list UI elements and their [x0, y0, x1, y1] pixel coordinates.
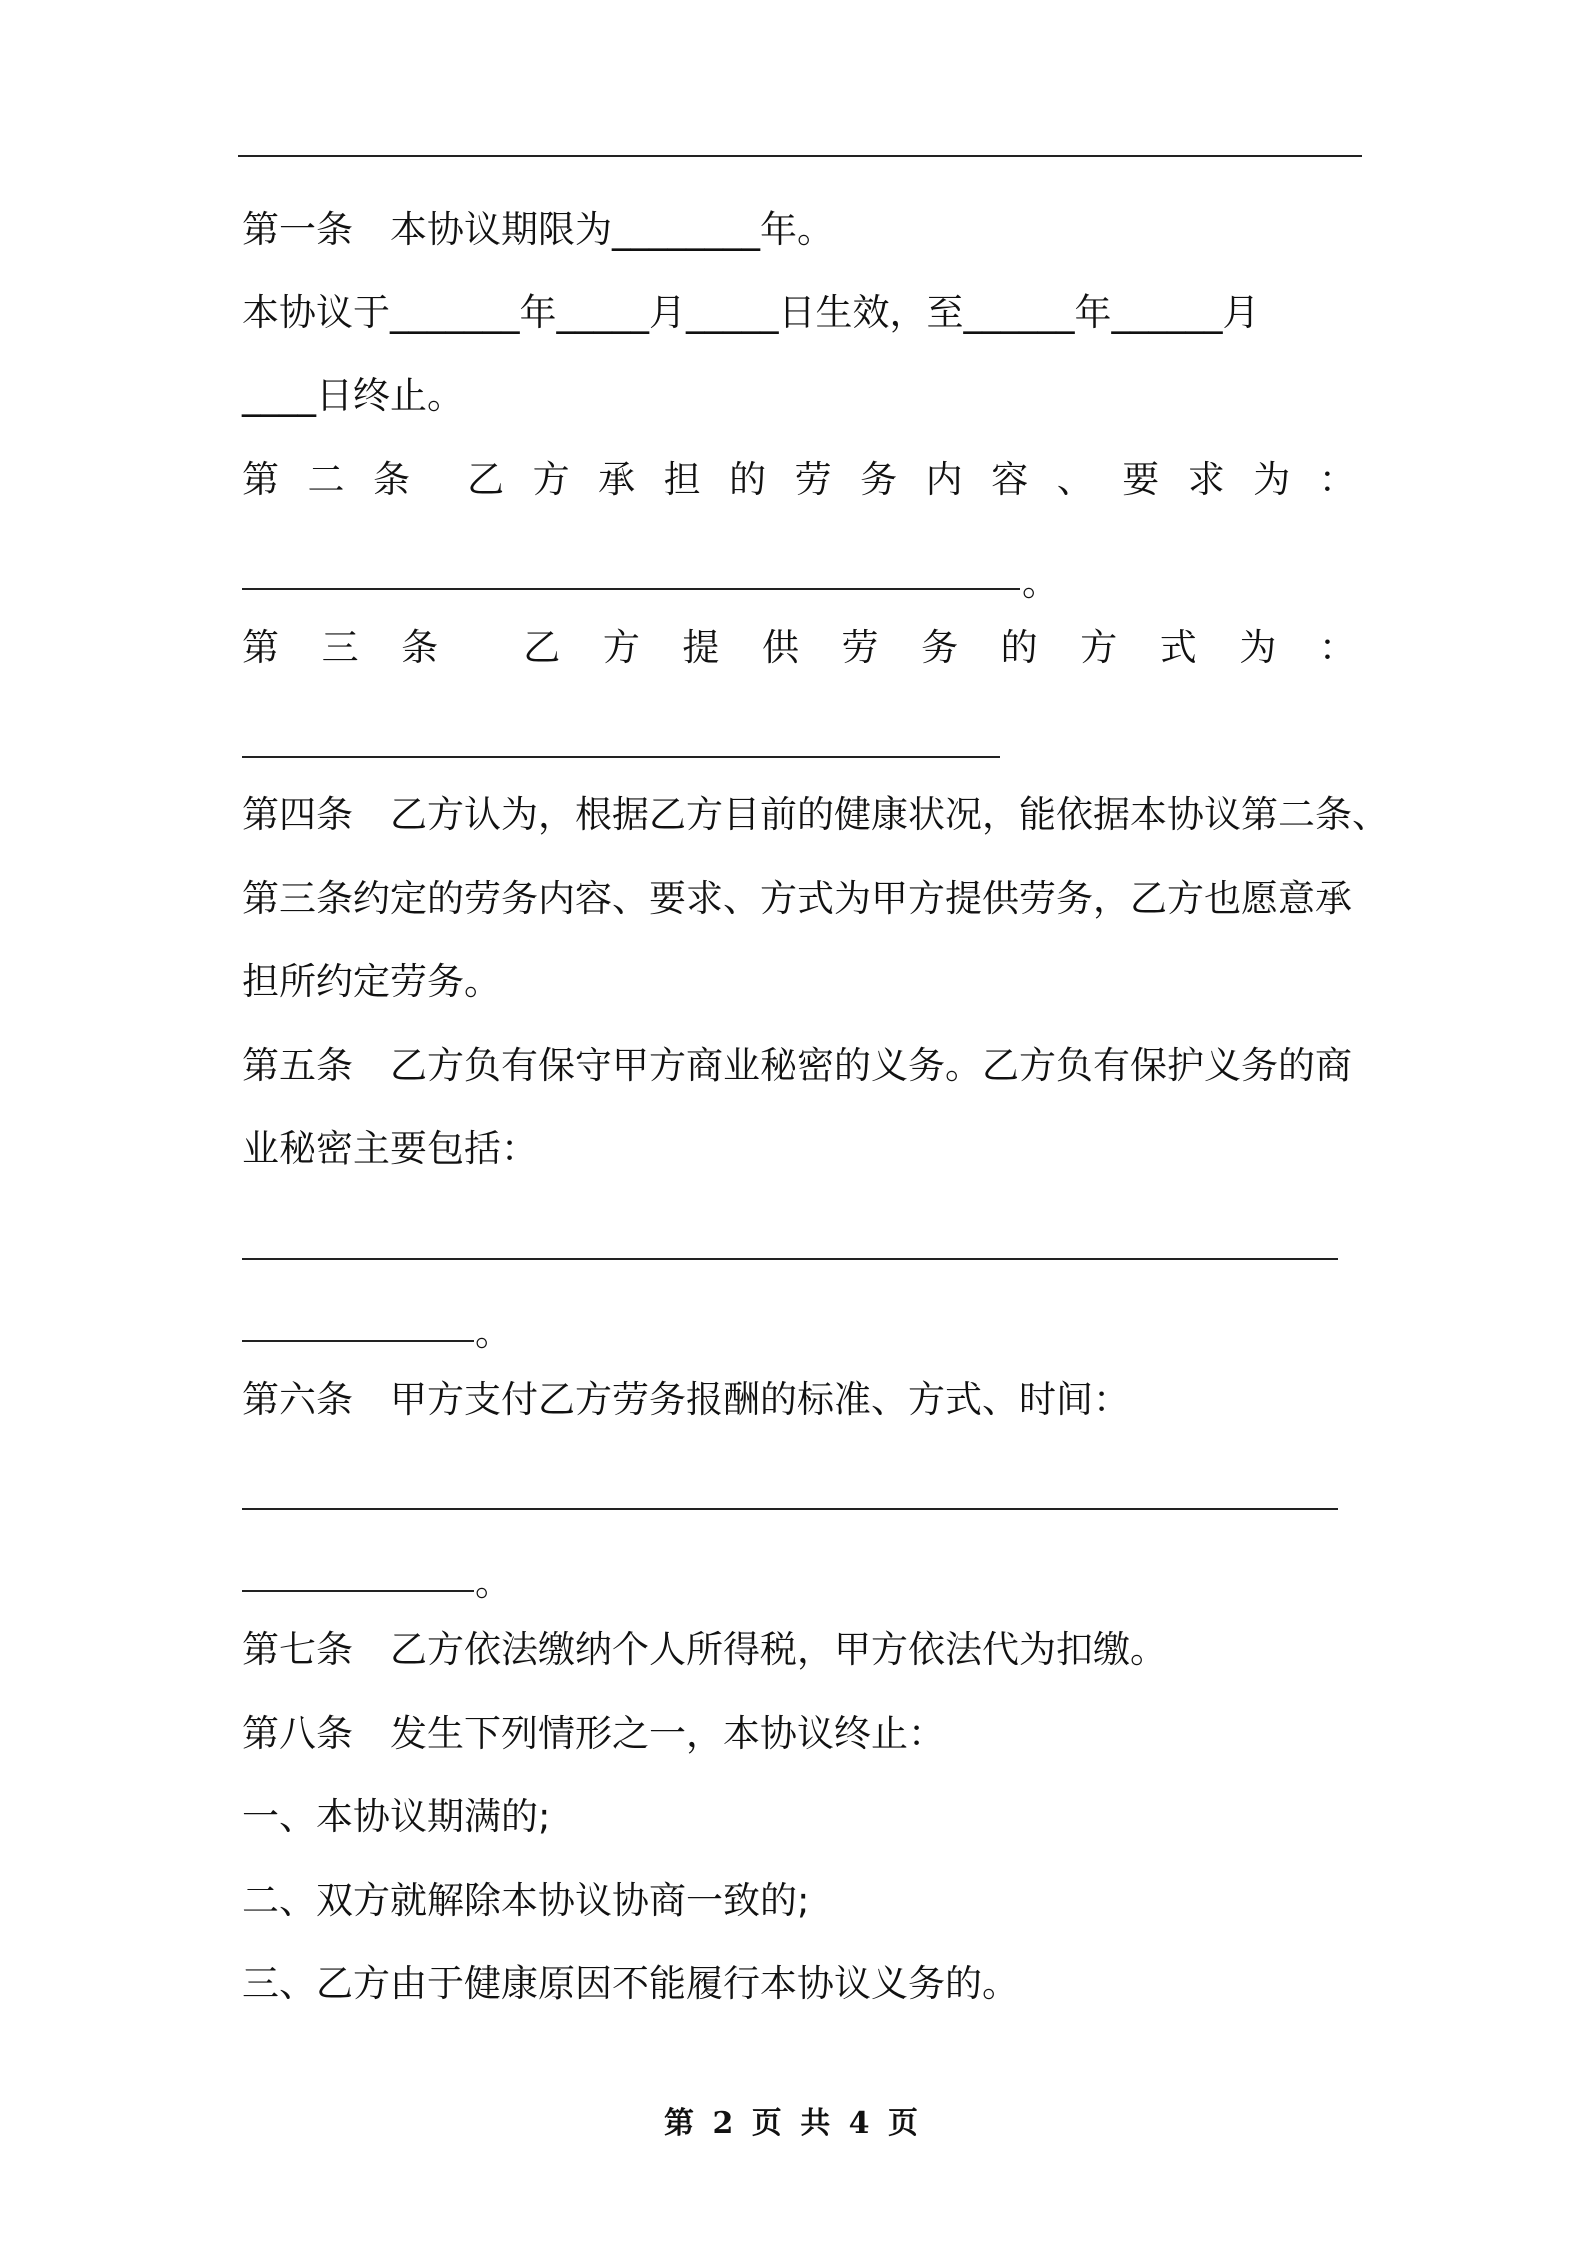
- article-3-char: 劳: [841, 626, 879, 669]
- article-2-char: ：: [1318, 458, 1356, 501]
- article-3-char: 三: [321, 626, 359, 669]
- page-number-footer: 第 2 页 共 4 页: [664, 2106, 922, 2141]
- article-2-char: 要: [1122, 458, 1160, 501]
- article-5-line-1: 第五条 乙方负有保守甲方商业秘密的义务。乙方负有保护义务的商: [242, 1044, 1352, 1087]
- article-1-line: 第一条 本协议期限为________年。: [242, 208, 834, 251]
- article-2-char: 容: [991, 458, 1029, 501]
- article-8-line: 第八条 发生下列情形之一，本协议终止：: [242, 1712, 945, 1755]
- termination-item-3: 三、乙方由于健康原因不能履行本协议义务的。: [242, 1962, 1019, 2005]
- article-2-char: 内: [925, 458, 963, 501]
- article-2-char: 方: [532, 458, 570, 501]
- article-2-char: 乙: [467, 458, 505, 501]
- article-2-char: 为: [1253, 458, 1291, 501]
- article-4-line-2: 第三条约定的劳务内容、要求、方式为甲方提供劳务，乙方也愿意承: [242, 877, 1352, 920]
- article-7-line: 第七条 乙方依法缴纳个人所得税，甲方依法代为扣缴。: [242, 1628, 1167, 1671]
- article-3-heading: [242, 623, 1356, 673]
- termination-item-2: 二、双方就解除本协议协商一致的;: [242, 1879, 810, 1922]
- article-2-char: 劳: [794, 458, 832, 501]
- termination-item-1: 一、本协议期满的;: [242, 1795, 551, 1838]
- article-6-blank-2: [242, 1590, 474, 1592]
- article-2-char: 条: [373, 458, 411, 501]
- article-2-period: 。: [1022, 561, 1059, 604]
- article-3-char: 条: [401, 626, 439, 669]
- article-3-blank: [242, 756, 1000, 758]
- article-1-end-line: ____日终止。: [242, 374, 464, 417]
- article-4-line-1: 第四条 乙方认为，根据乙方目前的健康状况，能依据本协议第二条、: [242, 793, 1389, 836]
- article-3-char: ：: [1318, 626, 1356, 669]
- article-3-char: 供: [761, 626, 799, 669]
- article-6-period: 。: [475, 1561, 512, 1604]
- article-2-char: 第: [242, 458, 279, 501]
- article-3-char: 的: [1000, 626, 1038, 669]
- article-2-char: 二: [307, 458, 345, 501]
- article-3-char: 方: [1080, 626, 1118, 669]
- article-6-line: 第六条 甲方支付乙方劳务报酬的标准、方式、时间：: [242, 1378, 1130, 1421]
- article-2-heading: [242, 455, 1356, 505]
- article-2-char: 求: [1187, 458, 1225, 501]
- article-3-char: 务: [921, 626, 959, 669]
- article-2-char: 的: [729, 458, 767, 501]
- article-3-char: 提: [682, 626, 720, 669]
- article-2-blank: [242, 588, 1020, 590]
- article-2-char: 、: [1056, 458, 1094, 501]
- article-3-char: 方: [602, 626, 640, 669]
- article-1-effective-line: 本协议于_______年_____月_____日生效，至______年______月: [242, 291, 1260, 334]
- article-2-char: 担: [663, 458, 701, 501]
- header-rule: [238, 155, 1362, 157]
- article-3-char: 为: [1239, 626, 1277, 669]
- article-3-char: 第: [242, 626, 279, 669]
- article-5-line-2: 业秘密主要包括：: [242, 1127, 538, 1170]
- article-2-char: 承: [598, 458, 636, 501]
- article-4-line-3: 担所约定劳务。: [242, 960, 501, 1003]
- article-5-period: 。: [475, 1311, 512, 1354]
- article-3-char: 乙: [523, 626, 561, 669]
- article-2-char: 务: [860, 458, 898, 501]
- article-5-blank-2: [242, 1340, 474, 1342]
- article-3-char: 式: [1159, 626, 1197, 669]
- article-5-blank-1: [242, 1258, 1338, 1260]
- article-6-blank-1: [242, 1508, 1338, 1510]
